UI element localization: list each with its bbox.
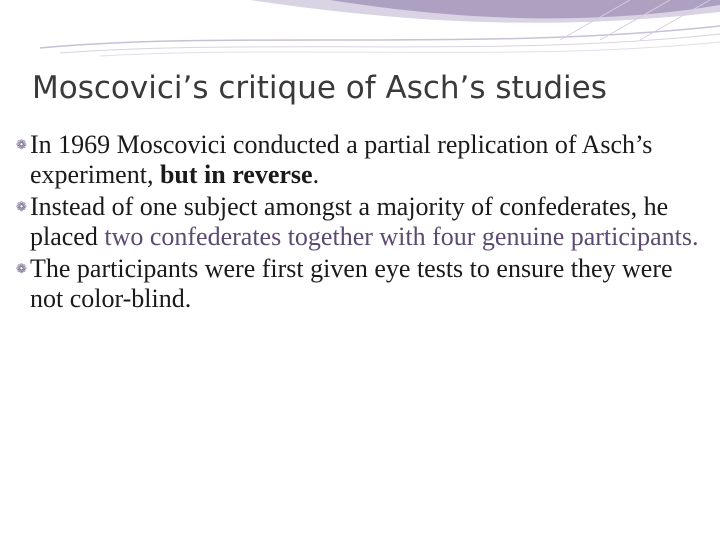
bullet-item xyxy=(16,254,706,314)
curly-bullet-icon: ❁ xyxy=(16,199,27,214)
curly-bullet-icon: ❁ xyxy=(16,261,27,276)
bullet-item xyxy=(16,130,706,190)
bullet-text: In 1969 Moscovici conducted a partial replication of Asch’s experiment, xyxy=(30,130,653,189)
bullet-emphasis: but in reverse xyxy=(159,160,313,189)
curly-bullet-icon: ❁ xyxy=(16,137,27,152)
bullet-text: The participants were first given eye tests to ensure they were not color-blind. xyxy=(30,254,673,313)
header-swoosh-decoration xyxy=(0,0,720,70)
slide-title: Moscovici’s critique of Asch’s studies xyxy=(32,70,607,106)
bullet-highlight: two confederates together with four genuine participants. xyxy=(104,222,699,251)
bullet-text: . xyxy=(312,160,320,189)
bullet-text: Instead of one subject amongst a majority of confederates, he placed xyxy=(30,192,669,251)
bullet-item xyxy=(16,192,706,252)
bullet-list xyxy=(16,130,706,316)
